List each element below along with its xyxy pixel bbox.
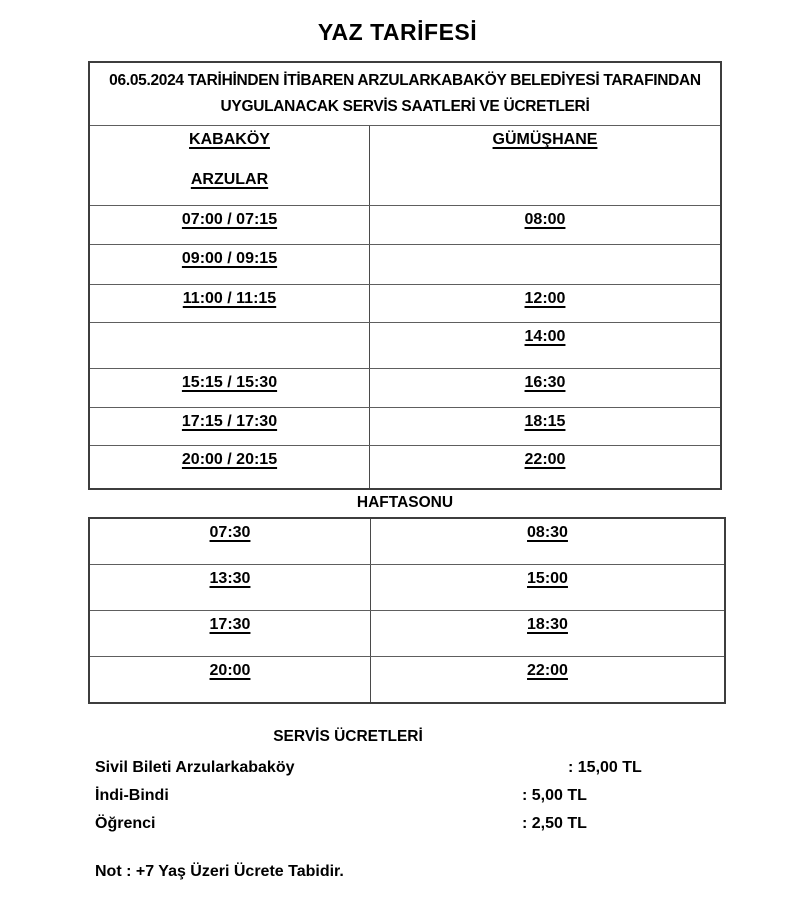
- table-row: [90, 656, 724, 702]
- table-row: [90, 322, 720, 368]
- column-header-arzular: ARZULAR: [190, 171, 269, 188]
- table-header: [90, 63, 720, 125]
- fee-row-indi-bindi: [95, 782, 722, 810]
- fee-label: Sivil Bileti Arzularkabaköy: [95, 759, 295, 776]
- table-row: [90, 244, 720, 284]
- table-row: [90, 564, 724, 610]
- departure-time-cell: [90, 323, 370, 368]
- column-header-row: [90, 125, 720, 205]
- arrival-time: 08:00: [524, 211, 566, 228]
- fees-section: [95, 727, 722, 838]
- arrival-time-cell: [370, 369, 720, 407]
- arrival-time: 08:30: [527, 524, 568, 541]
- document-content: [88, 61, 722, 882]
- arrival-time-cell: [371, 565, 724, 610]
- departure-time: 07:00 / 07:15: [181, 211, 278, 228]
- weekend-schedule-table: [88, 517, 726, 704]
- table-row: [90, 445, 720, 488]
- arrival-time-cell: [370, 206, 720, 244]
- departure-time-cell: [90, 519, 371, 564]
- departure-time: 09:00 / 09:15: [181, 250, 278, 267]
- arrival-time-cell: [370, 408, 720, 445]
- column-header-gumushane: GÜMÜŞHANE: [492, 131, 598, 148]
- fee-row-civil-ticket: [95, 754, 722, 782]
- weekend-section-title: HAFTASONU: [356, 494, 454, 511]
- departure-time-cell: [90, 657, 371, 702]
- table-row: [90, 284, 720, 322]
- table-header-line1: 06.05.2024 TARİHİNDEN İTİBAREN ARZULARKABAKÖY BELEDİYESİ TARAFINDAN: [109, 72, 701, 89]
- table-row: [90, 519, 724, 564]
- table-row: [90, 610, 724, 656]
- departure-time-cell: [90, 245, 370, 284]
- arrival-time: 22:00: [524, 451, 566, 468]
- column-header-kabakoy: KABAKÖY: [189, 131, 270, 148]
- arrival-time-cell: [371, 611, 724, 656]
- document-title: YAZ TARİFESİ: [317, 19, 478, 45]
- age-note: Not : +7 Yaş Üzeri Ücrete Tabidir.: [95, 863, 344, 880]
- departure-time: 17:15 / 17:30: [181, 413, 278, 430]
- arrival-time-cell: [370, 285, 720, 322]
- departure-time-cell: [90, 446, 370, 488]
- departure-time-cell: [90, 408, 370, 445]
- arrival-time-cell: [370, 446, 720, 488]
- table-header-line2: UYGULANACAK SERVİS SAATLERİ VE ÜCRETLERİ: [220, 98, 590, 115]
- arrival-time: 16:30: [524, 374, 566, 391]
- arrival-time: 18:15: [524, 413, 566, 430]
- fee-label: Öğrenci: [95, 815, 156, 832]
- fee-price: : 5,00 TL: [522, 787, 587, 804]
- departure-time: 13:30: [209, 570, 251, 587]
- departure-time: 17:30: [209, 616, 251, 633]
- arrival-time: 15:00: [527, 570, 568, 587]
- departure-time-cell: [90, 565, 371, 610]
- departure-time: 07:30: [209, 524, 251, 541]
- weekday-schedule-table: [88, 61, 722, 490]
- fee-price: : 15,00 TL: [568, 759, 642, 776]
- arrival-time: 12:00: [524, 290, 566, 307]
- arrival-time-cell: [370, 245, 720, 284]
- fee-row-student: [95, 810, 722, 838]
- table-row: [90, 205, 720, 244]
- departure-time: 20:00 / 20:15: [181, 451, 278, 468]
- arrival-time-cell: [370, 323, 720, 368]
- column-header-arrival: [370, 126, 720, 205]
- departure-time-cell: [90, 369, 370, 407]
- departure-time: 11:00 / 11:15: [182, 290, 277, 307]
- table-row: [90, 407, 720, 445]
- arrival-time-cell: [371, 657, 724, 702]
- arrival-time-cell: [371, 519, 724, 564]
- arrival-time: 18:30: [527, 616, 568, 633]
- table-row: [90, 368, 720, 407]
- arrival-time: 14:00: [524, 328, 566, 345]
- column-header-departure: [90, 126, 370, 205]
- fees-section-title: SERVİS ÜCRETLERİ: [273, 728, 423, 745]
- departure-time-cell: [90, 611, 371, 656]
- departure-time-cell: [90, 285, 370, 322]
- departure-time-cell: [90, 206, 370, 244]
- departure-time: 20:00: [209, 662, 251, 679]
- arrival-time: 22:00: [527, 662, 568, 679]
- fee-price: : 2,50 TL: [522, 815, 587, 832]
- departure-time: 15:15 / 15:30: [181, 374, 278, 391]
- fee-label: İndi-Bindi: [95, 787, 169, 804]
